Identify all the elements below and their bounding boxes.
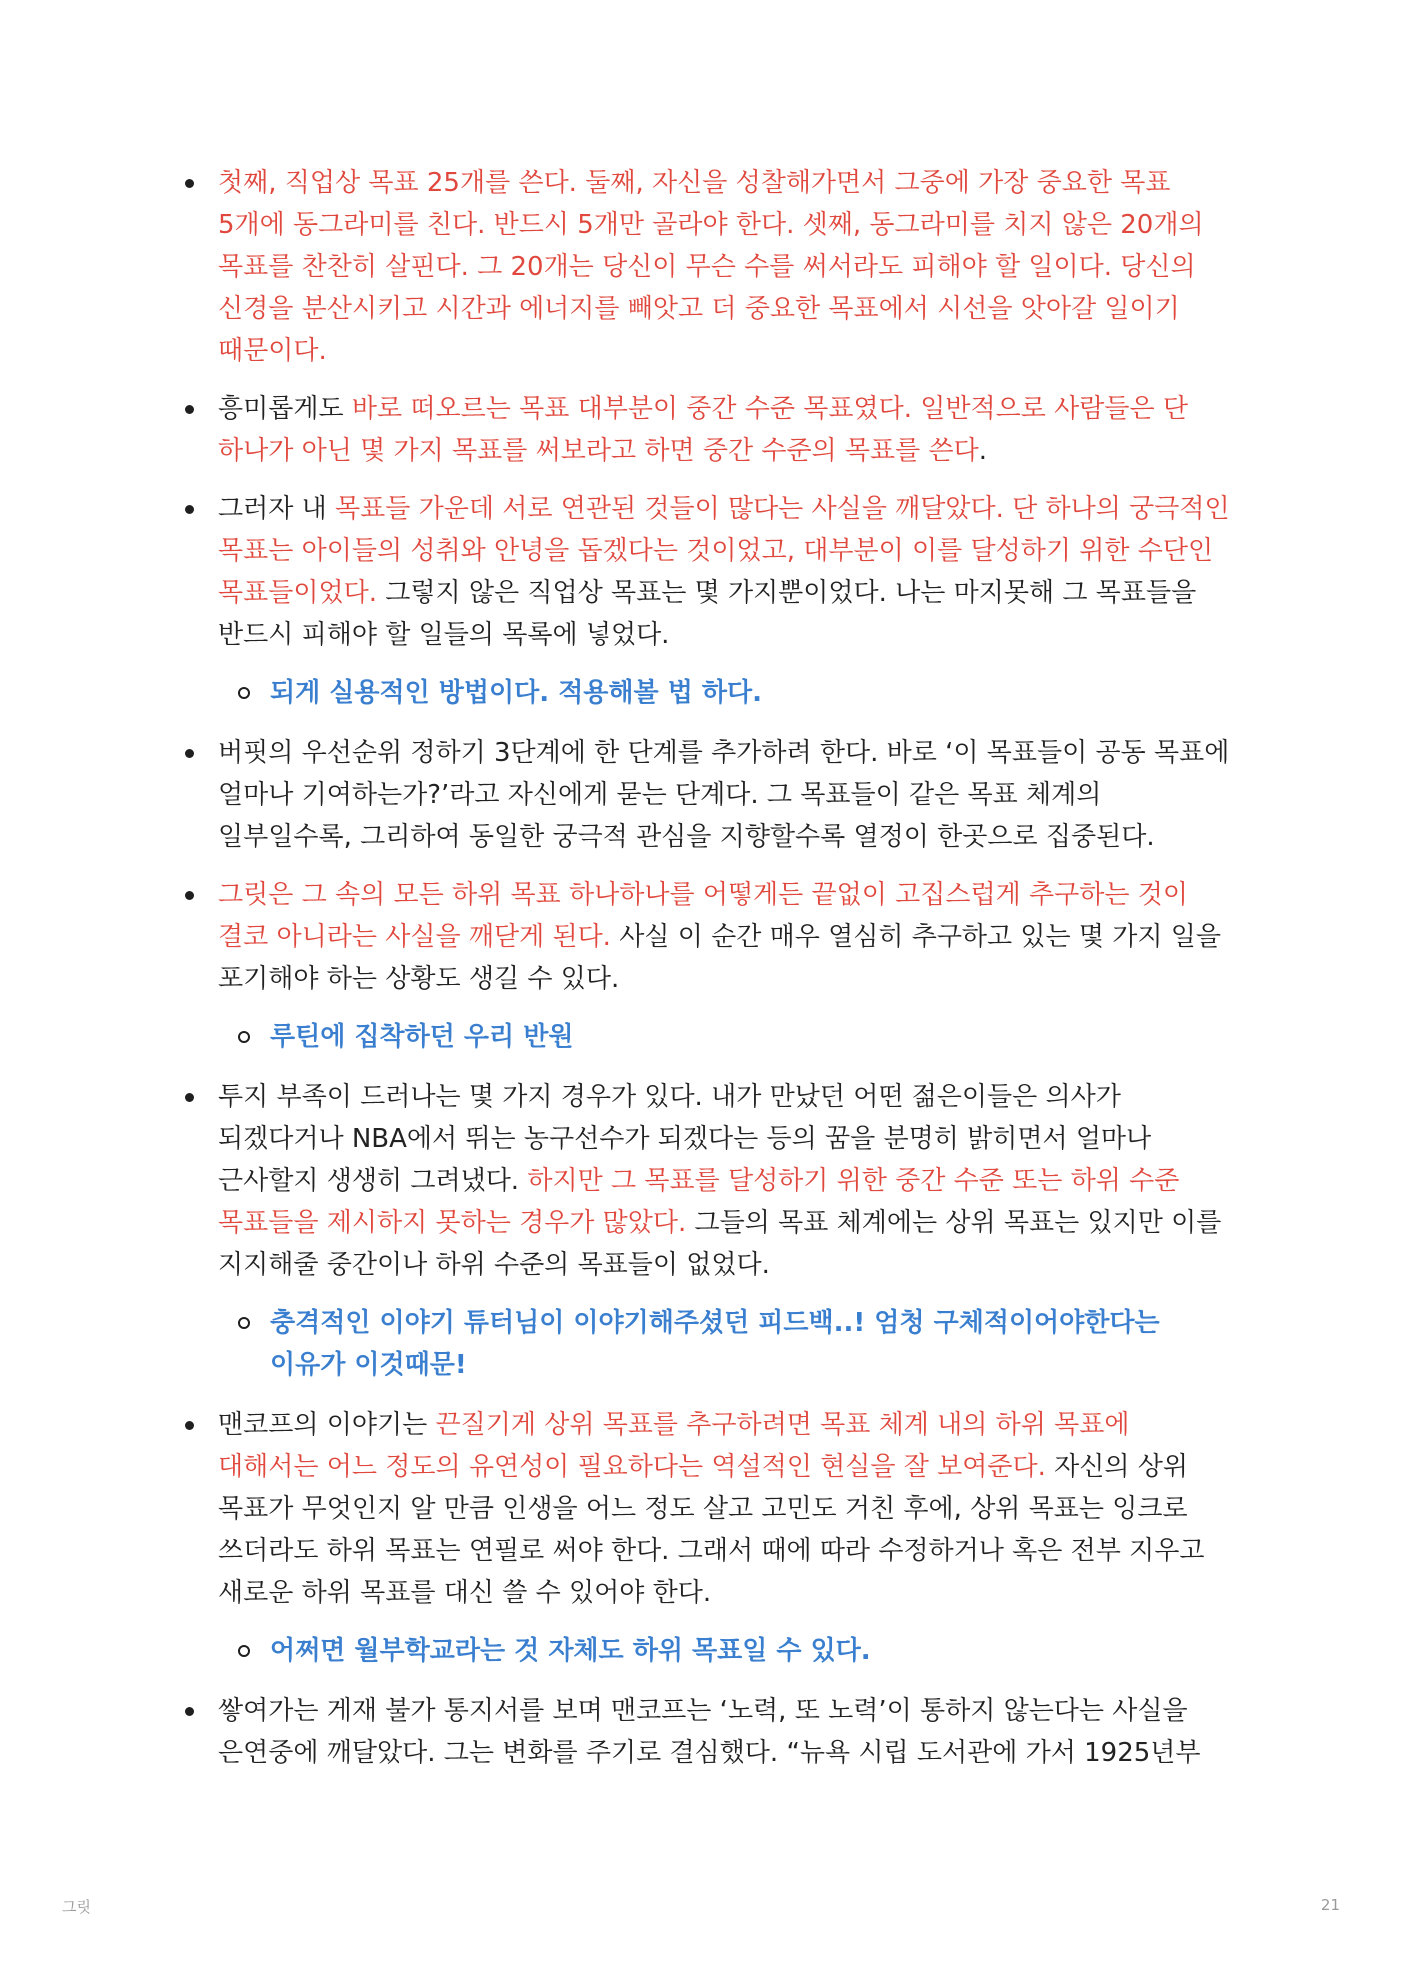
bullet-item bbox=[218, 874, 1233, 1000]
body-text: 그들의 목표 체계에는 상위 목표는 있지만 이를 지지해줄 중간이나 하위 수준의 목표들이 없었다. bbox=[218, 1208, 1222, 1280]
sub-note-item bbox=[270, 1630, 1233, 1672]
bullet-item bbox=[218, 162, 1233, 372]
bullet-item bbox=[218, 488, 1233, 656]
note-text: 되게 실용적인 방법이다. 적용해볼 법 하다. bbox=[270, 678, 762, 708]
bullet-item bbox=[218, 1404, 1233, 1614]
sub-note-item bbox=[270, 1016, 1233, 1058]
sub-note-item bbox=[270, 672, 1233, 714]
body-text: 흥미롭게도 bbox=[218, 394, 352, 424]
bullet-item bbox=[218, 388, 1233, 472]
highlighted-text: 첫째, 직업상 목표 25개를 쓴다. 둘째, 자신을 성찰해가면서 그중에 가장 중요한 목표 5개에 동그라미를 친다. 반드시 5개만 골라야 한다. 셋째, 동그라미를 치지 않은 20개의 목표를 찬찬히 살핀다. 그 20개는 당신이 무슨 수를 써서라도 피해야 할 일이다. 당신의 신경을 분산시키고 시간과 에너지를 빼앗고 더 중요한 목표에서 시선을 앗아갈 일이기 때문이다. bbox=[218, 168, 1204, 366]
footer-book-title: 그릿 bbox=[62, 1898, 91, 1916]
body-text: 쌓여가는 게재 불가 통지서를 보며 맨코프는 ‘노력, 또 노력’이 통하지 않는다는 사실을 은연중에 깨달았다. 그는 변화를 주기로 결심했다. “뉴욕 시립 도서관에 가서 1925년부 bbox=[218, 1696, 1201, 1768]
bullet-item bbox=[218, 1690, 1233, 1774]
note-text: 어쩌면 월부학교라는 것 자체도 하위 목표일 수 있다. bbox=[270, 1636, 871, 1666]
footer-page-number: 21 bbox=[1320, 1896, 1340, 1914]
highlighted-text: 하지만 그 목표를 달성하기 위한 중간 수준 또는 하위 수준 목표들을 제시하지 못하는 경우가 많았다. bbox=[218, 1166, 1180, 1238]
highlighted-text: 그릿은 그 속의 모든 하위 목표 하나하나를 어떻게든 끝없이 고집스럽게 추구하는 것이 결코 아니라는 사실을 깨닫게 된다. bbox=[218, 880, 1188, 952]
body-text: 투지 부족이 드러나는 몇 가지 경우가 있다. 내가 만났던 어떤 젊은이들은 의사가 되겠다거나 NBA에서 뛰는 농구선수가 되겠다는 등의 꿈을 분명히 밝히면서 얼마나 근사할지 생생히 그려냈다. bbox=[218, 1082, 1152, 1196]
highlighted-text: 끈질기게 상위 목표를 추구하려면 목표 체계 내의 하위 목표에 대해서는 어느 정도의 유연성이 필요하다는 역설적인 현실을 잘 보여준다. bbox=[218, 1410, 1130, 1482]
body-text: 사실 이 순간 매우 열심히 추구하고 있는 몇 가지 일을 포기해야 하는 상황도 생길 수 있다. bbox=[218, 922, 1222, 994]
highlighted-text: 목표들 가운데 서로 연관된 것들이 많다는 사실을 깨달았다. 단 하나의 궁극적인 목표는 아이들의 성취와 안녕을 돕겠다는 것이었고, 대부분이 이를 달성하기 위한 수단인 목표들이었다. bbox=[218, 494, 1230, 608]
highlighted-text: 바로 떠오르는 목표 대부분이 중간 수준 목표였다. 일반적으로 사람들은 단 하나가 아닌 몇 가지 목표를 써보라고 하면 중간 수준의 목표를 쓴다 bbox=[218, 394, 1188, 466]
body-text: 그렇지 않은 직업상 목표는 몇 가지뿐이었다. 나는 마지못해 그 목표들을 반드시 피해야 할 일들의 목록에 넣었다. bbox=[218, 578, 1197, 650]
bullet-list bbox=[218, 162, 1233, 1790]
note-text: 충격적인 이야기 튜터님이 이야기해주셨던 피드백..! 엄청 구체적이어야한다는 이유가 이것때문! bbox=[270, 1308, 1160, 1380]
body-text: 버핏의 우선순위 정하기 3단계에 한 단계를 추가하려 한다. 바로 ‘이 목표들이 공동 목표에 얼마나 기여하는가?’라고 자신에게 묻는 단계다. 그 목표들이 같은 목표 체계의 일부일수록, 그리하여 동일한 궁극적 관심을 지향할수록 열정이 한곳으로 집중된다. bbox=[218, 738, 1230, 852]
sub-note-item bbox=[270, 1302, 1233, 1386]
body-text: . bbox=[978, 436, 988, 466]
note-text: 루틴에 집착하던 우리 반원 bbox=[270, 1022, 574, 1052]
bullet-item bbox=[218, 1076, 1233, 1286]
bullet-item bbox=[218, 732, 1233, 858]
body-text: 그러자 내 bbox=[218, 494, 335, 524]
body-text: 맨코프의 이야기는 bbox=[218, 1410, 436, 1440]
body-text: 자신의 상위 목표가 무엇인지 알 만큼 인생을 어느 정도 살고 고민도 거친 후에, 상위 목표는 잉크로 쓰더라도 하위 목표는 연필로 써야 한다. 그래서 때에 따라 수정하거나 혹은 전부 지우고 새로운 하위 목표를 대신 쓸 수 있어야 한다. bbox=[218, 1452, 1205, 1608]
